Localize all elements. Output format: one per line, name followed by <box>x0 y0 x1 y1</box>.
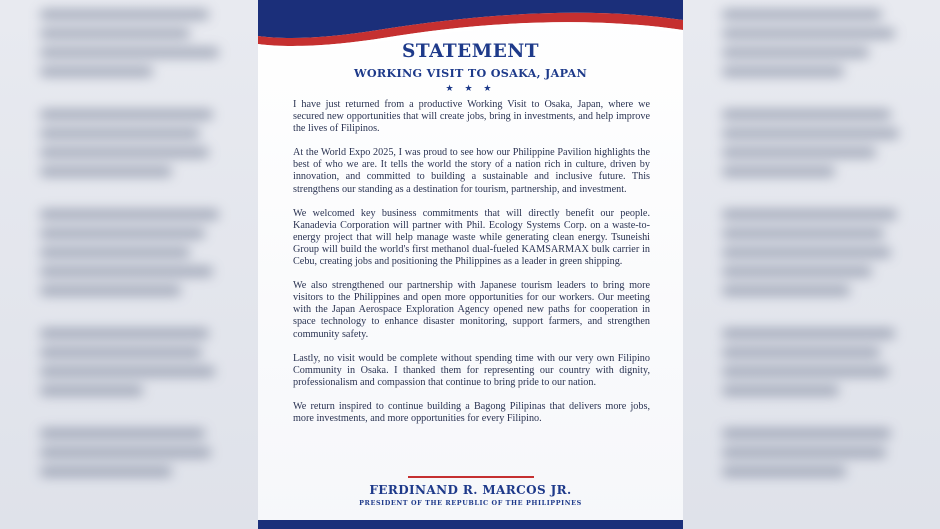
blurred-background-right <box>682 0 940 529</box>
paragraph: We also strengthened our partnership with Japanese tourism leaders to bring more visitors to the Philippines and open more opportunities for our workers. Our meeting with the Japan Aerospace Exploration Agency opened new paths for cooperation in space technology to enhance disaster monitoring, support farmers, and strengthen community safety. <box>293 280 650 340</box>
paragraph: Lastly, no visit would be complete without spending time with our very own Filipino Community in Osaka. I thanked them for representing our country with dignity, professionalism and compassion that continue to bring pride to our nation. <box>293 352 650 388</box>
statement-document <box>258 0 683 529</box>
star-divider: ★ ★ ★ <box>445 84 496 94</box>
signatory-name: FERDINAND R. MARCOS JR. <box>369 483 572 497</box>
signatory-title: PRESIDENT OF THE REPUBLIC OF THE PHILIPPINES <box>359 499 582 507</box>
document-title: STATEMENT <box>401 41 540 62</box>
bottom-band-decoration <box>258 520 683 529</box>
paragraph: At the World Expo 2025, I was proud to see how our Philippine Pavilion highlights the best of who we are. It tells the world the story of a nation rich in culture, driven by innovation, and committed to building a sustainable and inclusive future. This strengthens our standing as a destination for tourism, partnership, and investment. <box>293 147 650 195</box>
paragraph: We welcomed key business commitments that will directly benefit our people. Kanadevia Corporation will partner with Phil. Ecology Systems Corp. on a waste-to-energy project that will help manage waste while generating clean energy. Tsuneishi Group will build the world's first methanol dual-fueled KAMSARMAX bulk carrier in Cebu, creating jobs and positioning the Philippines as a leader in green shipping. <box>293 207 650 268</box>
blurred-background-left <box>0 0 258 529</box>
paragraph: I have just returned from a productive Working Visit to Osaka, Japan, where we secured new opportunities that will create jobs, bring in investments, and help improve the lives of Filipinos. <box>293 99 650 135</box>
statement-body <box>293 99 650 437</box>
signature-rule <box>408 476 534 478</box>
paragraph: We return inspired to continue building a Bagong Pilipinas that delivers more jobs, more investments, and more opportunities for every Filipino. <box>293 400 650 424</box>
document-subtitle: WORKING VISIT TO OSAKA, JAPAN <box>353 66 588 80</box>
